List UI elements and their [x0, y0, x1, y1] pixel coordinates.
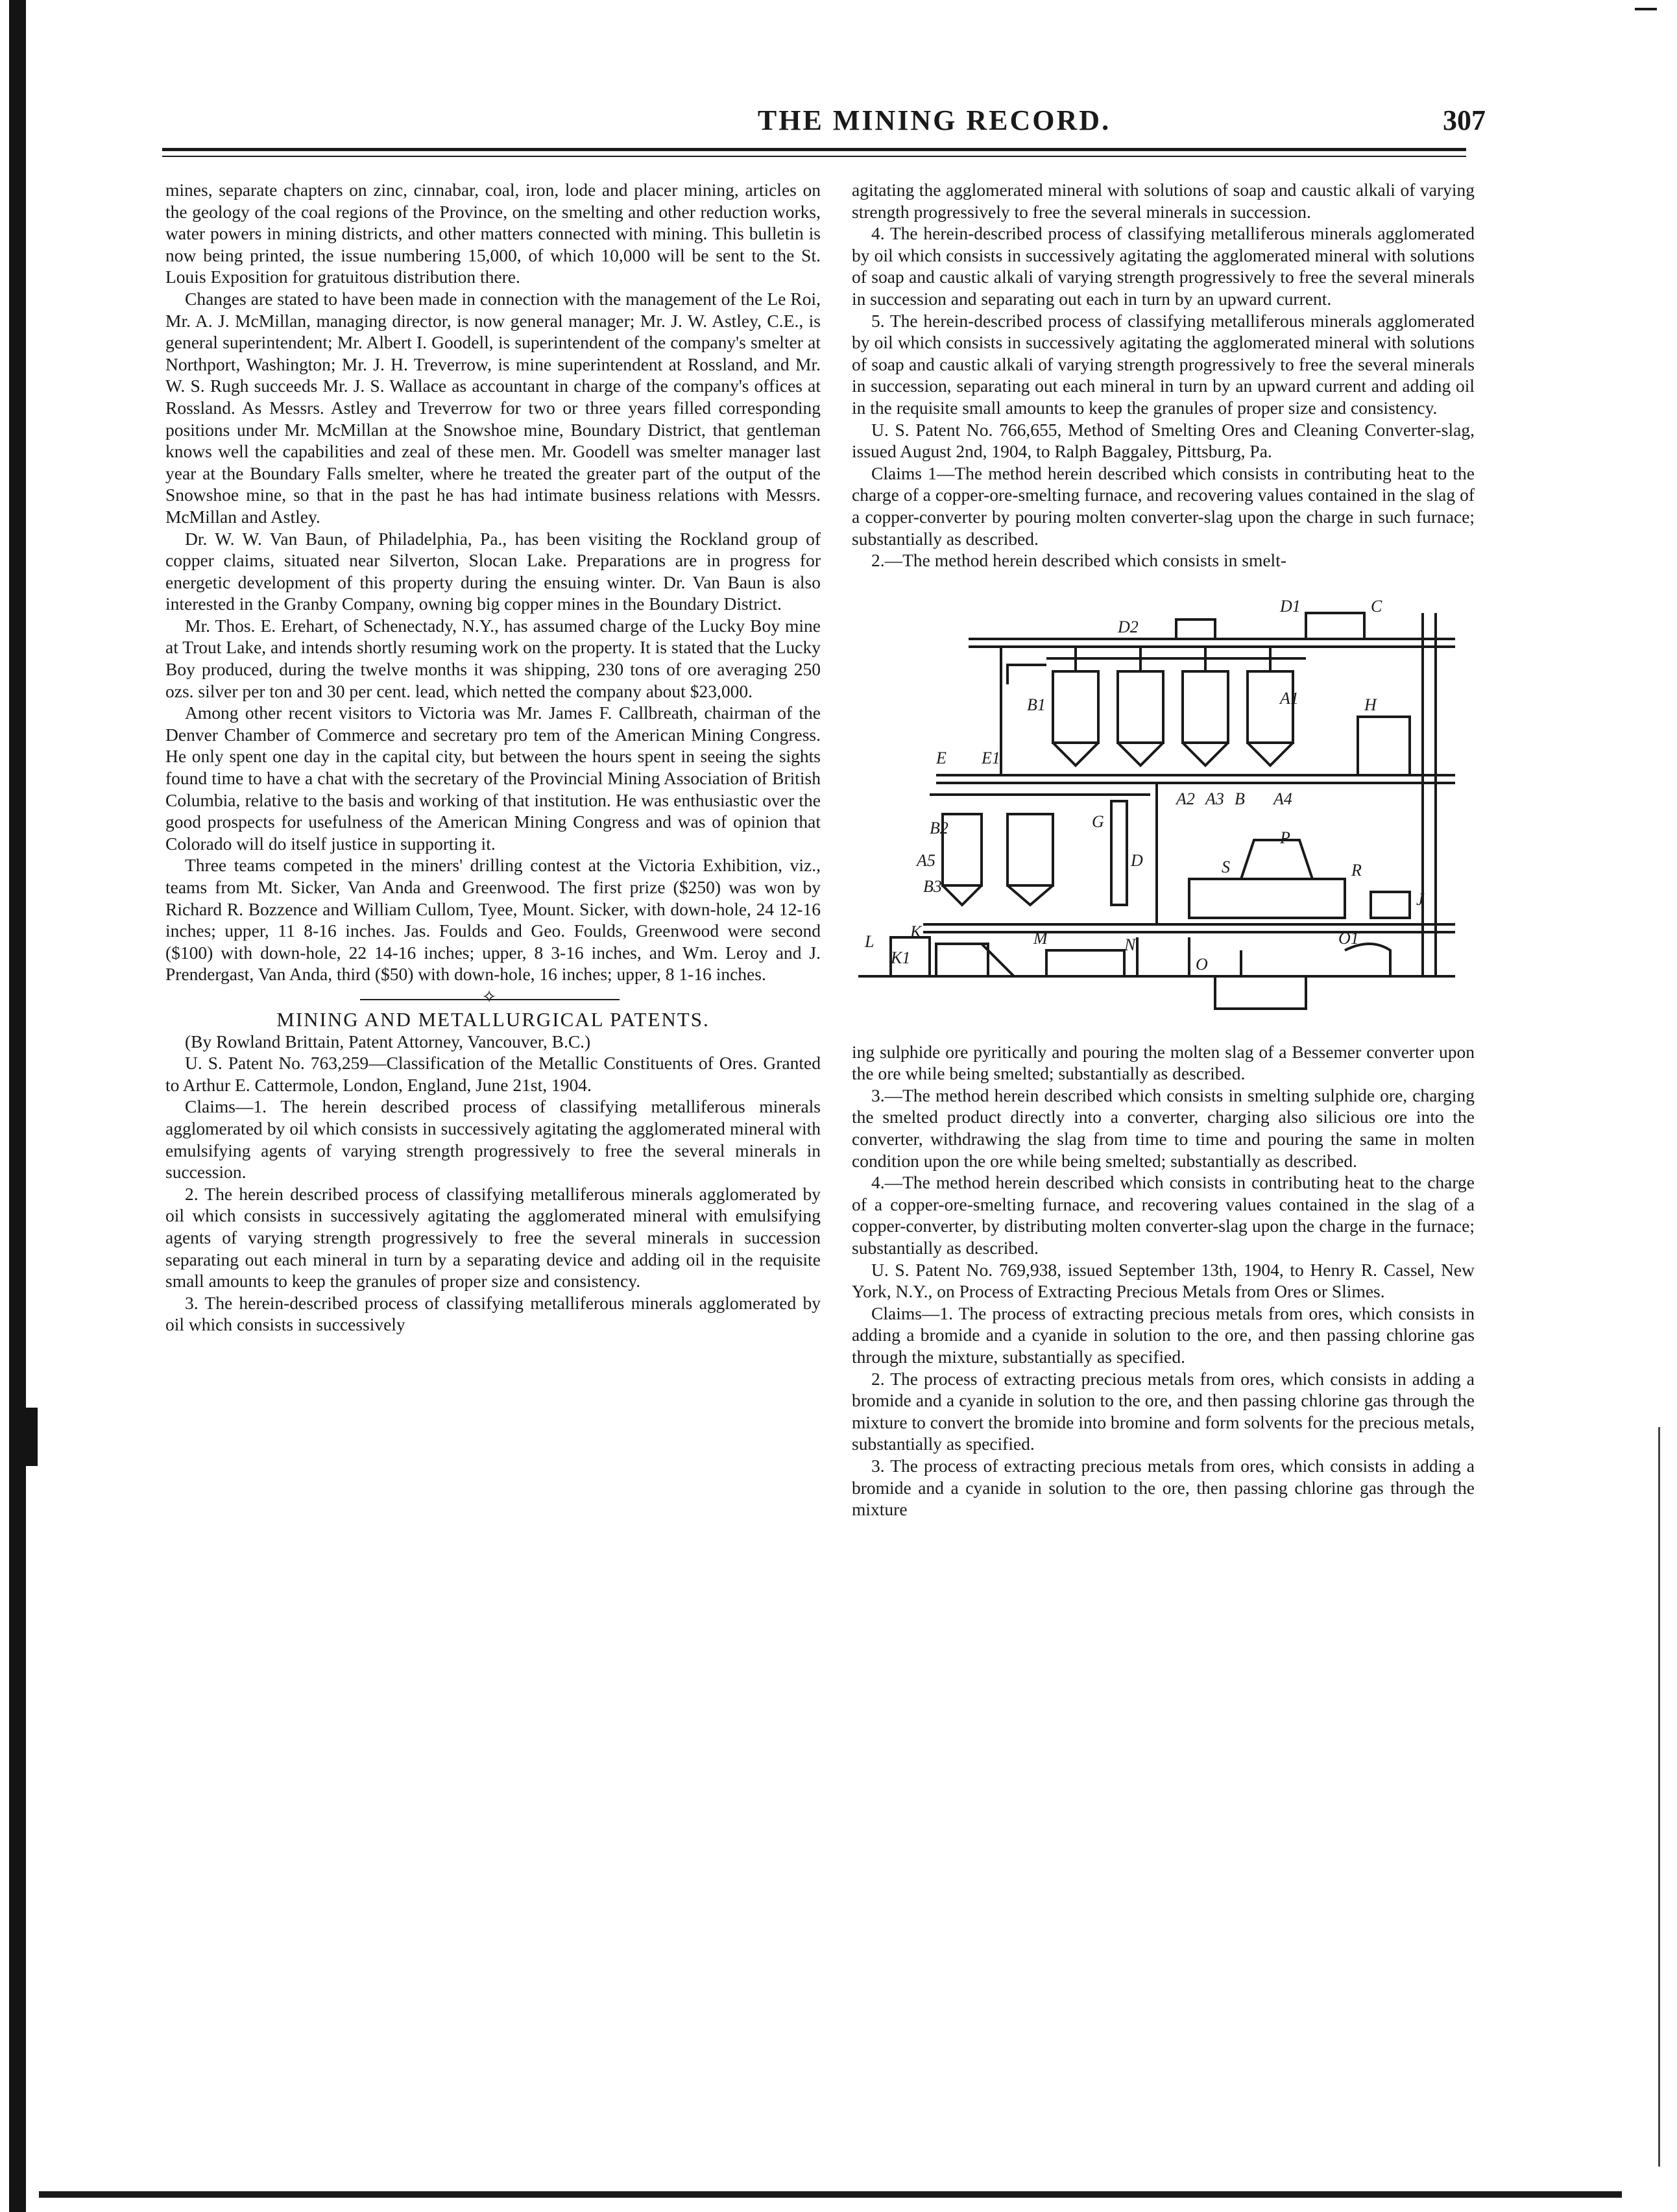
- figure-label: O1: [1338, 928, 1359, 948]
- paragraph: agitating the agglomerated mineral with solutions of soap and caustic alkali of varying strength progressively to free the several minerals in succession.: [852, 180, 1475, 222]
- paragraph: 4. The herein-described process of classifying metalliferous minerals agglomerated by oil which consists in successively agitating the agglomerated mineral with solutions of soap and caustic alkali of varying strength progressively to free the several minerals in succession and separating out each in turn by an upward current.: [852, 223, 1475, 309]
- figure-label: N: [1124, 935, 1136, 954]
- smelting-plant-figure: [852, 587, 1475, 1028]
- paragraph: ing sulphide ore pyritically and pouring the molten slag of a Bessemer converter upon the ore while being smelted; substantially as described.: [852, 1041, 1475, 1084]
- figure-label: R: [1351, 860, 1362, 880]
- paragraph: Claims—1. The process of extracting precious metals from ores, which consists in adding a bromide and a cyanide in solution to the ore, and then passing chlorine gas through the mixture, substantially as specified.: [852, 1303, 1475, 1367]
- figure-label: D2: [1118, 617, 1139, 636]
- bottom-rule: [39, 2191, 1622, 2198]
- figure-label: D: [1131, 850, 1143, 870]
- page-edge-line: [1658, 1427, 1660, 2167]
- header-rule-thick: [162, 148, 1466, 151]
- left-column: [165, 179, 821, 1336]
- paragraph: 2. The herein described process of classifying metalliferous minerals agglomerated by oil which consists in successively agitating the agglomerated mineral with emulsifying agents of varying strength progressively to free the several minerals in succession separating out each mineral in turn by a separating device and adding oil in the requisite small amounts to keep the granules of proper size and consistency.: [165, 1183, 821, 1292]
- figure-label: A4: [1273, 789, 1292, 808]
- journal-title: THE MINING RECORD.: [757, 104, 1111, 136]
- corner-mark: [1635, 8, 1657, 10]
- paragraph: 3. The process of extracting precious metals from ores, which consists in adding a bromide and a cyanide in solution to the ore, then passing chlorine gas through the mixture: [852, 1455, 1475, 1520]
- figure-label: S: [1222, 857, 1230, 876]
- figure-label: K: [910, 922, 922, 941]
- figure-label: B1: [1027, 695, 1046, 714]
- header-rule-thin: [162, 156, 1466, 157]
- figure-label: J: [1416, 889, 1424, 909]
- figure-label: P: [1280, 828, 1290, 847]
- page-number: 307: [1443, 104, 1486, 136]
- paragraph: Three teams competed in the miners' drilling contest at the Victoria Exhibition, viz., teams from Mt. Sicker, Van Anda and Greenwood. The first prize ($250) was won by Richard R. Bozzence and William Cullom, Tyee, Mount. Sicker, with down-hole, 24 12-16 inches; upper, 11 8-16 inches. Jas. Foulds and Geo. Foulds, Greenwood were second ($100) with down-hole, 22 14-16 inches; upper, 8 3-16 inches, and Wm. Leroy and J. Prendergast, Van Anda, third ($50) with down-hole, 16 inches; upper, 8 1-16 inches.: [165, 855, 821, 985]
- paragraph: U. S. Patent No. 766,655, Method of Smelting Ores and Cleaning Converter-slag, issued August 2nd, 1904, to Ralph Baggaley, Pittsburg, Pa.: [852, 419, 1475, 462]
- figure-label: E: [936, 748, 947, 767]
- running-head: [162, 97, 1486, 143]
- paragraph: Changes are stated to have been made in connection with the management of the Le Roi, Mr. A. J. McMillan, managing director, is now general manager; Mr. J. W. Astley, C.E., is general superintendent; Mr. Albert I. Goodell, is superintendent of the company's smelter at Northport, Washington; Mr. J. H. Treverrow, is mine superintendent at Rossland, and Mr. W. S. Rugh succeeds Mr. J. S. Wallace as accountant in charge of the company's offices at Rossland. As Messrs. Astley and Treverrow for two or three years filled corresponding positions under Mr. McMillan at the Snowshoe mine, Boundary District, that gentleman knows well the capabilities and zeal of these men. Mr. Goodell was smelter manager last year at the Boundary Falls smelter, where he treated the greater part of the output of the Snowshoe mine, so that in the past he has had intimate business relations with Messrs. McMillan and Astley.: [165, 288, 821, 527]
- paragraph: U. S. Patent No. 763,259—Classification of the Metallic Constituents of Ores. Granted to Arthur E. Cattermole, London, England, June 21st, 1904.: [165, 1053, 821, 1095]
- paragraph: 3.—The method herein described which consists in smelting sulphide ore, charging the smelted product directly into a converter, charging also silicious ore into the converter, withdrawing the slag from time to time and pouring the same in molten condition upon the ore while being smelted; substantially as described.: [852, 1085, 1475, 1171]
- figure-label: C: [1371, 596, 1382, 616]
- binding-notch: [22, 1408, 38, 1466]
- paragraph: 3. The herein-described process of classifying metalliferous minerals agglomerated by oil which consists in successively: [165, 1292, 821, 1335]
- figure-label: A1: [1280, 688, 1299, 708]
- figure-label: E1: [982, 748, 1000, 767]
- figure-label: G: [1092, 811, 1104, 831]
- paragraph: mines, separate chapters on zinc, cinnabar, coal, iron, lode and placer mining, articles on the geology of the coal regions of the Province, on the smelting and other reduction works, water powers in mining districts, and other matters connected with mining. This bulletin is now being printed, the issue numbering 15,000, of which 10,000 will be sent to the St. Louis Exposition for gratuitous distribution there.: [165, 180, 821, 287]
- binding-edge: [9, 0, 26, 2212]
- figure-label: D1: [1280, 596, 1301, 616]
- figure-label: O: [1196, 954, 1208, 974]
- section-title: MINING AND METALLURGICAL PATENTS.: [276, 1007, 710, 1031]
- paragraph: 2.—The method herein described which consists in smelt-: [871, 550, 1286, 571]
- paragraph: 5. The herein-described process of classifying metalliferous minerals agglomerated by oil which consists in successively agitating the agglomerated mineral with solutions of soap and caustic alkali of varying strength progressively to free the several minerals in succession, separating out each mineral in turn by an upward current and adding oil in the requisite small amounts to keep the granules of proper size and consistency.: [852, 310, 1475, 418]
- paragraph: Among other recent visitors to Victoria was Mr. James F. Callbreath, chairman of the Denver Chamber of Commerce and secretary pro tem of the American Mining Congress. He only spent one day in the capital city, but between the hours spent in seeing the sights found time to have a chat with the secretary of the Provincial Mining Association of British Columbia, relative to the basis and working of that institution. He was enthusiastic over the good prospects for usefulness of the American Mining Congress and was of opinion that Colorado will do itself justice in supporting it.: [165, 703, 821, 854]
- smelting-plant-drawing: [852, 587, 1475, 1028]
- paragraph: U. S. Patent No. 769,938, issued September 13th, 1904, to Henry R. Cassel, New York, N.Y., on Process of Extracting Precious Metals from Ores or Slimes.: [852, 1259, 1475, 1302]
- section-divider: [165, 987, 821, 1007]
- figure-label: B3: [923, 876, 942, 896]
- figure-label: L: [865, 932, 875, 951]
- ornament-glyph: ✧: [481, 987, 497, 1007]
- right-column: [852, 179, 1475, 1521]
- figure-label: B2: [930, 818, 948, 837]
- paragraph: Claims 1—The method herein described which consists in contributing heat to the charge of a copper-ore-smelting furnace, and recovering values contained in the slag of a copper-converter by pouring molten converter-slag upon the charge in such furnace; substantially as described.: [852, 463, 1475, 549]
- paragraph: 2. The process of extracting precious metals from ores, which consists in adding a bromide and a cyanide in solution to the ore, and then passing chlorine gas through the mixture to convert the bromide into bromine and form solvents for the precious metals, substantially as specified.: [852, 1368, 1475, 1454]
- paragraph: Dr. W. W. Van Baun, of Philadelphia, Pa., has been visiting the Rockland group of copper claims, situated near Silverton, Slocan Lake. Preparations are in progress for energetic development of this property during the ensuing winter. Dr. Van Baun is also interested in the Granby Company, owning big copper mines in the Boundary District.: [165, 528, 821, 614]
- figure-label: B: [1235, 789, 1245, 808]
- paragraph: Mr. Thos. E. Erehart, of Schenectady, N.Y., has assumed charge of the Lucky Boy mine at Trout Lake, and intends shortly resuming work on the property. It is stated that the Lucky Boy produced, during the twelve months it was shipping, 230 tons of ore averaging 250 ozs. silver per ton and 30 per cent. lead, which netted the company about $23,000.: [165, 615, 821, 701]
- paragraph: Claims—1. The herein described process of classifying metalliferous minerals agglomerated by oil which consists in successively agitating the agglomerated mineral with emulsifying agents of varying strength progressively to free the several minerals in succession.: [165, 1096, 821, 1183]
- figure-label: A2: [1176, 789, 1195, 808]
- byline: (By Rowland Brittain, Patent Attorney, Vancouver, B.C.): [185, 1031, 591, 1052]
- figure-label: A3: [1205, 789, 1224, 808]
- figure-label: A5: [917, 850, 935, 870]
- figure-label: K1: [891, 948, 911, 967]
- paragraph: 4.—The method herein described which consists in contributing heat to the charge of a copper-ore-smelting furnace, and recovering values contained in the slag of a copper-converter, by distributing molten converter-slag upon the charge in the furnace; substantially as described.: [852, 1172, 1475, 1258]
- figure-label: M: [1033, 928, 1048, 948]
- figure-label: H: [1364, 695, 1377, 714]
